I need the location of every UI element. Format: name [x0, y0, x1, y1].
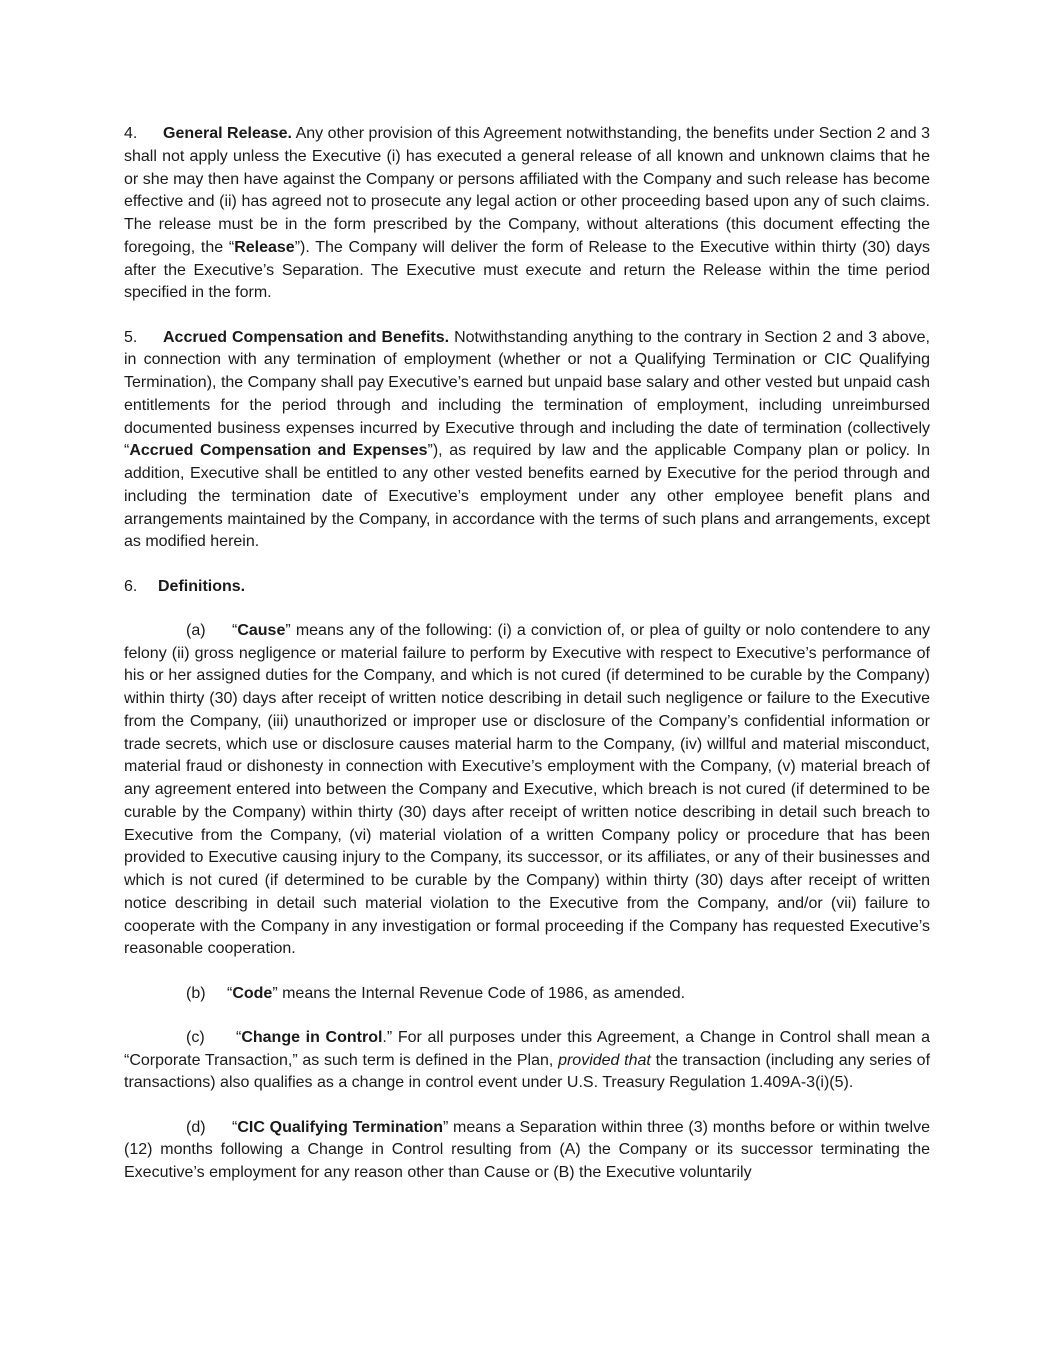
quote: “ [232, 1118, 238, 1136]
definition-code [124, 983, 930, 1006]
defined-term: Release [234, 238, 295, 256]
section-number: 4. [124, 125, 138, 142]
section-title: Definitions. [158, 577, 246, 595]
clause-text: ” means a Separation within three (3) months before or within twelve (12) months following a Change in Control resulting from (A) the Company or its successor terminating the Executive’s employment for any reason other than Cause or (B) the Executive voluntarily [124, 1118, 930, 1181]
section-text: ”). The Company will deliver the form of Release to the Executive within thirty (30) days after the Executive’s Separation. The Executive must execute and return the Release within the time period specified in the form. [124, 238, 930, 302]
clause-text: ” means any of the following: (i) a conviction of, or plea of guilty or nolo contendere to any felony (ii) gross negligence or material failure to perform by Executive with respect to Executive’s performance of his or her assigned duties for the Company, and which is not cured (if determined to be curable by the Company) within thirty (30) days after receipt of written notice describing in detail such negligence or failure to the Executive from the Company, (iii) unauthorized or improper use or disclosure of the Company’s confidential information or trade secrets, which use or disclosure causes material harm to the Company, (iv) willful and material misconduct, material fraud or dishonesty in connection with Executive’s employment with the Company, (v) material breach of any agreement entered into between the Company and Executive, which breach is not cured (if determined to be curable by the Company) within thirty (30) days after receipt of written notice describing in detail such breach to Executive from the Company, (vi) material violation of a written Company policy or procedure that has been provided to Executive causing injury to the Company, its successor, or its affiliates, or any of their businesses and which is not cured (if determined to be curable by the Company) within thirty (30) days after receipt of written notice describing in detail such material violation to the Executive from the Company, and/or (vii) failure to cooperate with the Company in any investigation or formal proceeding if the Company has requested Executive’s reasonable cooperation. [124, 621, 930, 958]
section-title: General Release. [163, 125, 292, 142]
section-text: Notwithstanding anything to the contrary in Section 2 and 3 above, in connection with any termination of employment (whether or not a Qualifying Termination or CIC Qualifying Termination), the Company shall pay Executive’s earned but unpaid base salary and other vested but unpaid cash entitlements for the period through and including the termination of employment, including unreimbursed documented business expenses incurred by Executive through and including the date of termination (collectively “ [124, 328, 930, 460]
section-text: Any other provision of this Agreement notwithstanding, the benefits under Section 2 and 3 shall not apply unless the Executive (i) has executed a general release of all known and unknown claims that he or she may then have against the Company or persons affiliated with the Company and such release has become effective and (ii) has agreed not to prosecute any legal action or other proceeding based upon any of such claims. The release must be in the form prescribed by the Company, without alterations (this document effecting the foregoing, the “ [124, 125, 931, 256]
quote: “ [236, 1028, 242, 1046]
defined-term: Change in Control [241, 1028, 383, 1046]
definition-change-in-control [124, 1027, 930, 1095]
document-page [124, 123, 930, 1206]
italic-text: provided that [558, 1051, 651, 1069]
section-number: 6. [124, 577, 138, 595]
quote: “ [232, 621, 238, 639]
defined-term: Cause [237, 621, 286, 639]
section-text: ”), as required by law and the applicable Company plan or policy. In addition, Executive shall be entitled to any other vested benefits earned by Executive for the period through and including the termination date of Executive’s employment under any other employee benefit plans and arrangements maintained by the Company, in accordance with the terms of such plans and arrangements, except as modified herein. [124, 442, 931, 551]
section-5-accrued-compensation [124, 327, 930, 555]
definition-cic-qualifying-termination [124, 1117, 930, 1185]
defined-term: Accrued Compensation and Expenses [129, 442, 428, 460]
clause-text: the transaction (including any series of transactions) also qualifies as a change in control event under U.S. Treasury Regulation 1.409A-3(i)(5). [124, 1051, 931, 1092]
clause-text: ” means the Internal Revenue Code of 1986, as amended. [272, 984, 686, 1002]
quote: “ [227, 984, 233, 1002]
section-4-general-release [124, 123, 930, 305]
clause-label: (b) [186, 984, 206, 1002]
clause-label: (c) [186, 1028, 205, 1046]
clause-label: (a) [186, 621, 206, 639]
section-number: 5. [124, 328, 138, 346]
definition-cause [124, 620, 930, 961]
defined-term: Code [232, 984, 273, 1002]
section-title: Accrued Compensation and Benefits. [163, 328, 450, 346]
clause-text: .” For all purposes under this Agreement, a Change in Control shall mean a “Corporate Transaction,” as such term is defined in the Plan, [124, 1028, 931, 1069]
section-6-definitions [124, 576, 930, 599]
defined-term: CIC Qualifying Termination [237, 1118, 443, 1136]
clause-label: (d) [186, 1118, 206, 1136]
